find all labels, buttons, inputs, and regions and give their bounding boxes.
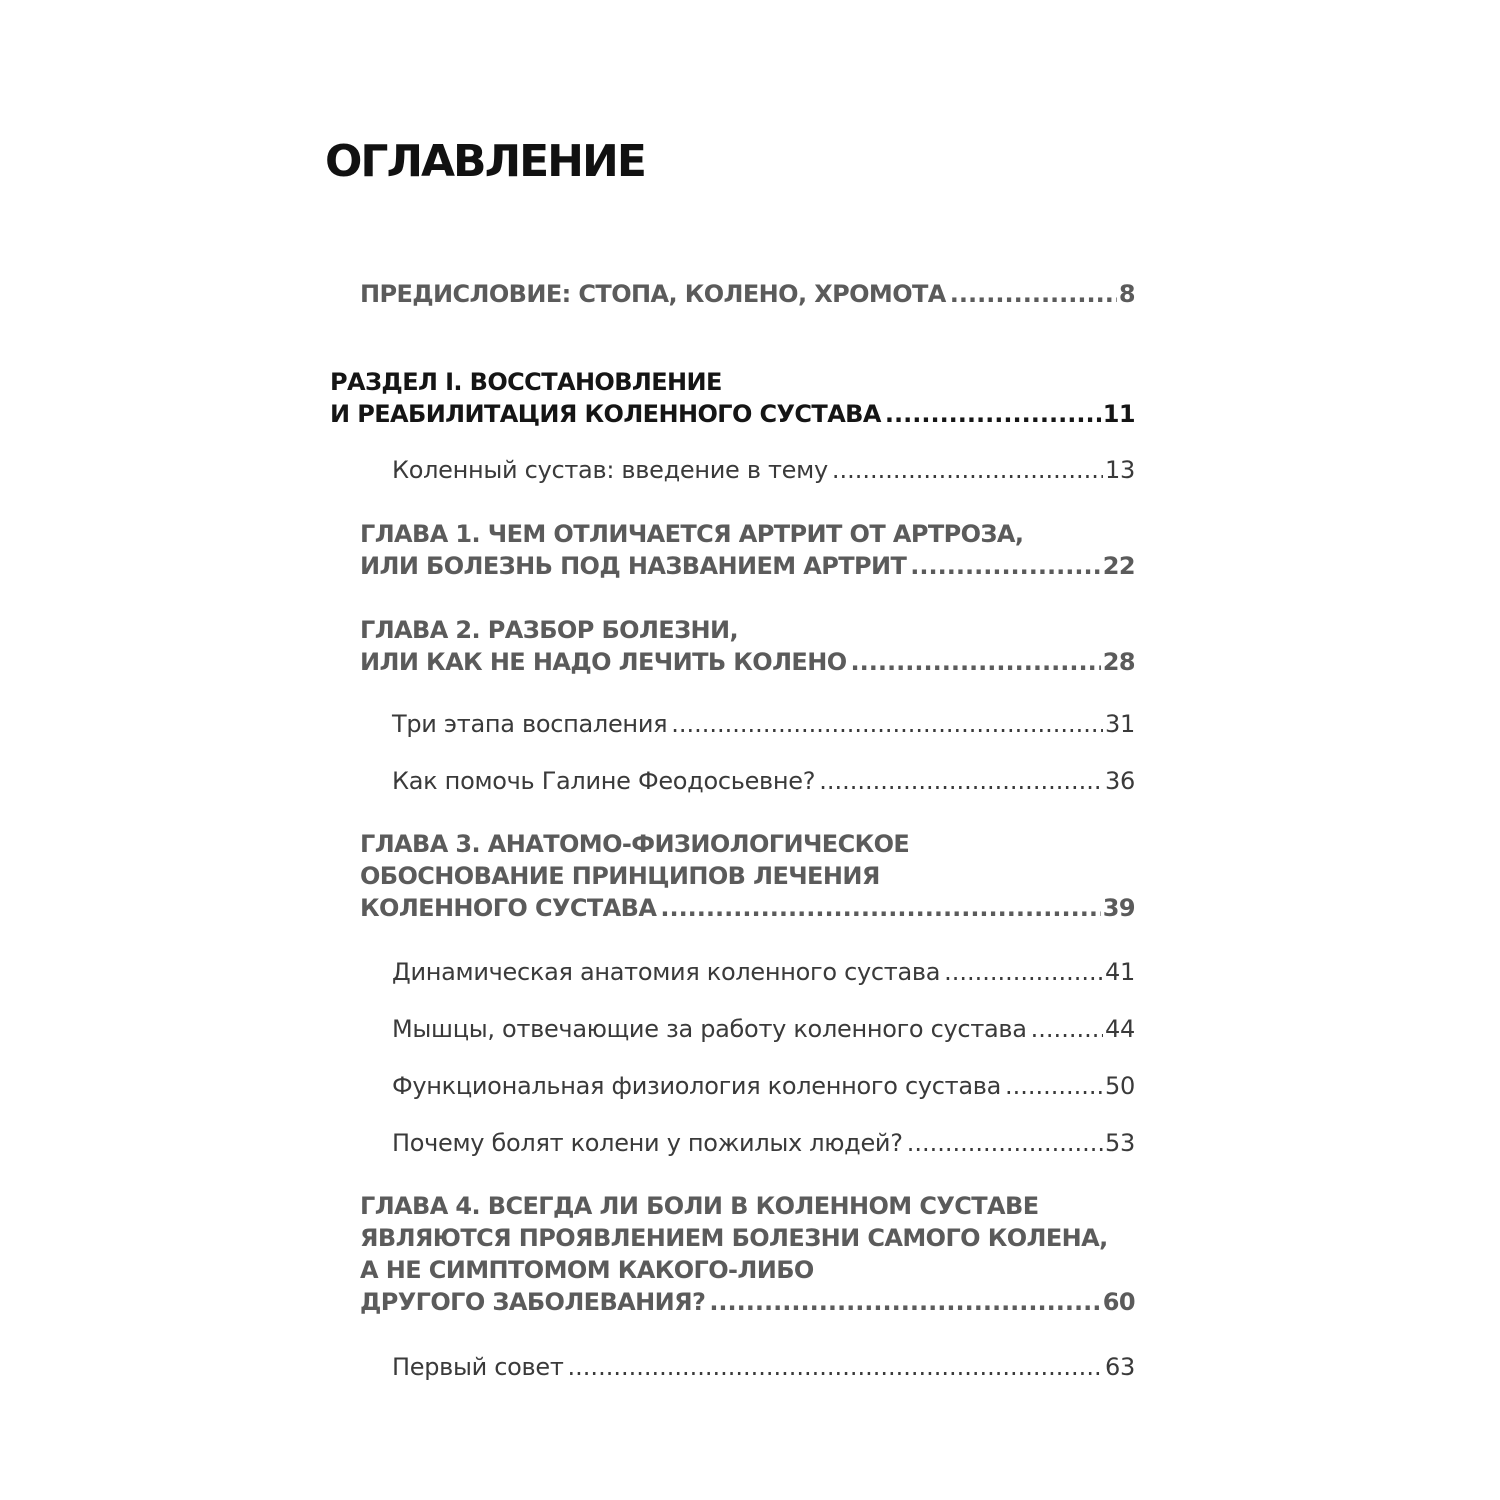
entry-title: ПРЕДИСЛОВИЕ: СТОПА, КОЛЕНО, ХРОМОТА xyxy=(360,280,946,308)
page-number: 36 xyxy=(1105,767,1135,795)
entry-title-line: ГЛАВА 2. РАЗБОР БОЛЕЗНИ, xyxy=(360,616,739,644)
dot-leader xyxy=(568,1351,1104,1383)
entry-title: ИЛИ БОЛЕЗНЬ ПОД НАЗВАНИЕМ АРТРИТ xyxy=(360,552,907,580)
dot-leader xyxy=(944,956,1103,988)
dot-leader xyxy=(910,550,1101,582)
toc-entry-knee-intro[interactable] xyxy=(392,454,1135,486)
entry-title: Как помочь Галине Феодосьевне? xyxy=(392,767,816,795)
entry-last-line xyxy=(392,956,1135,988)
entry-title: Коленный сустав: введение в тему xyxy=(392,456,828,484)
entry-title: Динамическая анатомия коленного сустава xyxy=(392,958,941,986)
page-number: 11 xyxy=(1102,400,1135,428)
page-number: 60 xyxy=(1102,1288,1135,1316)
entry-title: Первый совет xyxy=(392,1353,564,1381)
toc-entry-three-stages[interactable] xyxy=(392,708,1135,740)
toc-entry-section-1[interactable] xyxy=(330,366,1135,430)
toc-entry-first-advice[interactable] xyxy=(392,1351,1135,1383)
page-number: 22 xyxy=(1102,552,1135,580)
page-number: 53 xyxy=(1105,1129,1135,1157)
entry-last-line xyxy=(360,1286,1135,1318)
entry-title-line: А НЕ СИМПТОМОМ КАКОГО-ЛИБО xyxy=(360,1256,814,1284)
toc-entry-dynamic-anatomy[interactable] xyxy=(392,956,1135,988)
entry-title-line: ГЛАВА 4. ВСЕГДА ЛИ БОЛИ В КОЛЕННОМ СУСТАВЕ xyxy=(360,1192,1039,1220)
toc-entry-chapter-4[interactable] xyxy=(360,1190,1135,1318)
dot-leader xyxy=(819,765,1103,797)
toc-entry-preface[interactable] xyxy=(360,278,1135,310)
page-number: 41 xyxy=(1105,958,1135,986)
entry-title: Три этапа воспаления xyxy=(392,710,668,738)
entry-title-line: ГЛАВА 1. ЧЕМ ОТЛИЧАЕТСЯ АРТРИТ ОТ АРТРОЗА, xyxy=(360,520,1024,548)
entry-title: Мышцы, отвечающие за работу коленного сустава xyxy=(392,1015,1027,1043)
page-number: 39 xyxy=(1102,894,1135,922)
entry-last-line xyxy=(392,1013,1135,1045)
page-number: 28 xyxy=(1102,648,1135,676)
entry-last-line xyxy=(360,646,1135,678)
toc-entry-chapter-1[interactable] xyxy=(360,518,1135,582)
entry-title-line: ОБОСНОВАНИЕ ПРИНЦИПОВ ЛЕЧЕНИЯ xyxy=(360,862,880,890)
entry-last-line xyxy=(392,1070,1135,1102)
toc-entry-chapter-3[interactable] xyxy=(360,828,1135,924)
entry-last-line xyxy=(392,765,1135,797)
page-number: 44 xyxy=(1105,1015,1135,1043)
entry-title: Почему болят колени у пожилых людей? xyxy=(392,1129,903,1157)
page-number: 31 xyxy=(1105,710,1135,738)
dot-leader xyxy=(907,1127,1103,1159)
toc-entry-muscles[interactable] xyxy=(392,1013,1135,1045)
entry-title-line: ГЛАВА 3. АНАТОМО-ФИЗИОЛОГИЧЕСКОЕ xyxy=(360,830,910,858)
dot-leader xyxy=(1031,1013,1103,1045)
entry-title-line: РАЗДЕЛ I. ВОССТАНОВЛЕНИЕ xyxy=(330,368,722,396)
dot-leader xyxy=(885,398,1101,430)
dot-leader xyxy=(671,708,1103,740)
entry-title-line: ЯВЛЯЮТСЯ ПРОЯВЛЕНИЕМ БОЛЕЗНИ САМОГО КОЛЕНА, xyxy=(360,1224,1108,1252)
entry-last-line xyxy=(392,1127,1135,1159)
entry-last-line xyxy=(330,398,1135,430)
entry-last-line xyxy=(392,454,1135,486)
entry-title: КОЛЕННОГО СУСТАВА xyxy=(360,894,657,922)
entry-title: ИЛИ КАК НЕ НАДО ЛЕЧИТЬ КОЛЕНО xyxy=(360,648,847,676)
entry-last-line xyxy=(392,708,1135,740)
toc-entry-physiology[interactable] xyxy=(392,1070,1135,1102)
entry-last-line xyxy=(360,278,1135,310)
page-number: 13 xyxy=(1105,456,1135,484)
entry-title: Функциональная физиология коленного сустава xyxy=(392,1072,1001,1100)
toc-entry-chapter-2[interactable] xyxy=(360,614,1135,678)
page-number: 8 xyxy=(1118,280,1135,308)
dot-leader xyxy=(1005,1070,1103,1102)
toc-entry-galina[interactable] xyxy=(392,765,1135,797)
dot-leader xyxy=(660,892,1100,924)
page-number: 63 xyxy=(1105,1353,1135,1381)
entry-last-line xyxy=(392,1351,1135,1383)
entry-last-line xyxy=(360,892,1135,924)
entry-title: ДРУГОГО ЗАБОЛЕВАНИЯ? xyxy=(360,1288,706,1316)
dot-leader xyxy=(950,278,1117,310)
entry-title: И РЕАБИЛИТАЦИЯ КОЛЕННОГО СУСТАВА xyxy=(330,400,881,428)
entry-last-line xyxy=(360,550,1135,582)
dot-leader xyxy=(851,646,1101,678)
page-number: 50 xyxy=(1105,1072,1135,1100)
dot-leader xyxy=(832,454,1103,486)
toc-entry-elderly-knees[interactable] xyxy=(392,1127,1135,1159)
page-title: ОГЛАВЛЕНИЕ xyxy=(325,136,645,187)
dot-leader xyxy=(709,1286,1100,1318)
